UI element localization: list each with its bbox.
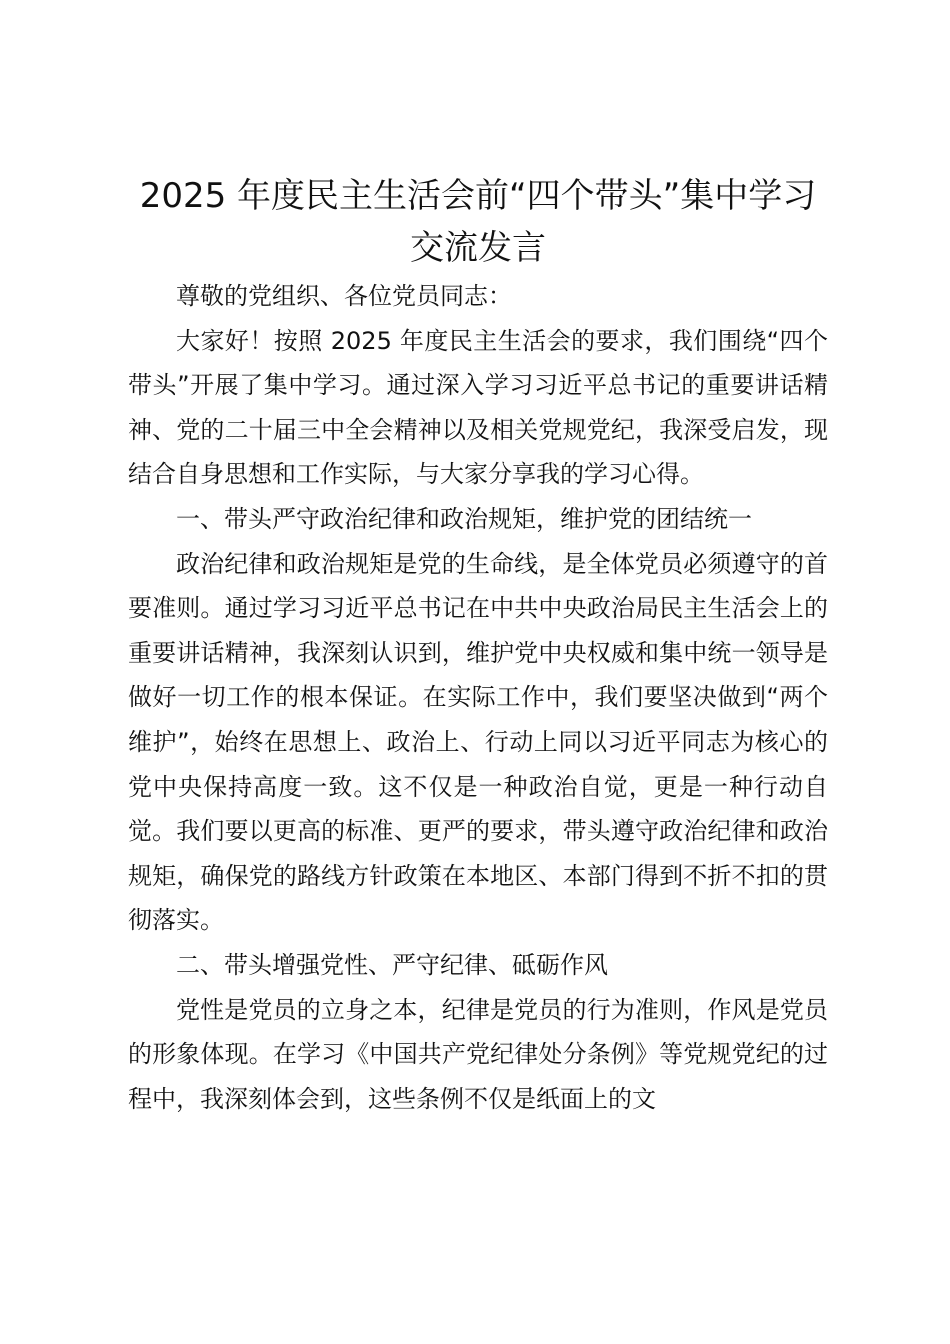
document-body bbox=[128, 170, 828, 1121]
paragraph-greeting: 大家好！按照 2025 年度民主生活会的要求，我们围绕“四个带头”开展了集中学习。通过深入学习习近平总书记的重要讲话精神、党的二十届三中全会精神以及相关党规党纪，我深受启发，现结合自身思想和工作实际，与大家分享我的学习心得。 bbox=[128, 326, 828, 489]
title-line-1: 2025 年度民主生活会前“四个带头”集中学习 bbox=[139, 176, 817, 216]
paragraph-section-2: 党性是党员的立身之本，纪律是党员的行为准则，作风是党员的形象体现。在学习《中国共产党纪律处分条例》等党规党纪的过程中，我深刻体会到，这些条例不仅是纸面上的文 bbox=[128, 995, 828, 1113]
section-heading-2: 二、带头增强党性、严守纪律、砥砺作风 bbox=[176, 950, 608, 979]
paragraph-section-1: 政治纪律和政治规矩是党的生命线，是全体党员必须遵守的首要准则。通过学习习近平总书记在中共中央政治局民主生活会上的重要讲话精神，我深刻认识到，维护党中央权威和集中统一领导是做好一切工作的根本保证。在实际工作中，我们要坚决做到“两个维护”，始终在思想上、政治上、行动上同以习近平同志为核心的党中央保持高度一致。这不仅是一种政治自觉，更是一种行动自觉。我们要以更高的标准、更严的要求，带头遵守政治纪律和政治规矩，确保党的路线方针政策在本地区、本部门得到不折不扣的贯彻落实。 bbox=[128, 549, 828, 935]
salutation: 尊敬的党组织、各位党员同志： bbox=[176, 282, 512, 310]
title-line-2: 交流发言 bbox=[410, 228, 546, 268]
section-heading-1: 一、带头严守政治纪律和政治规矩，维护党的团结统一 bbox=[176, 504, 752, 533]
document-title bbox=[128, 170, 828, 274]
